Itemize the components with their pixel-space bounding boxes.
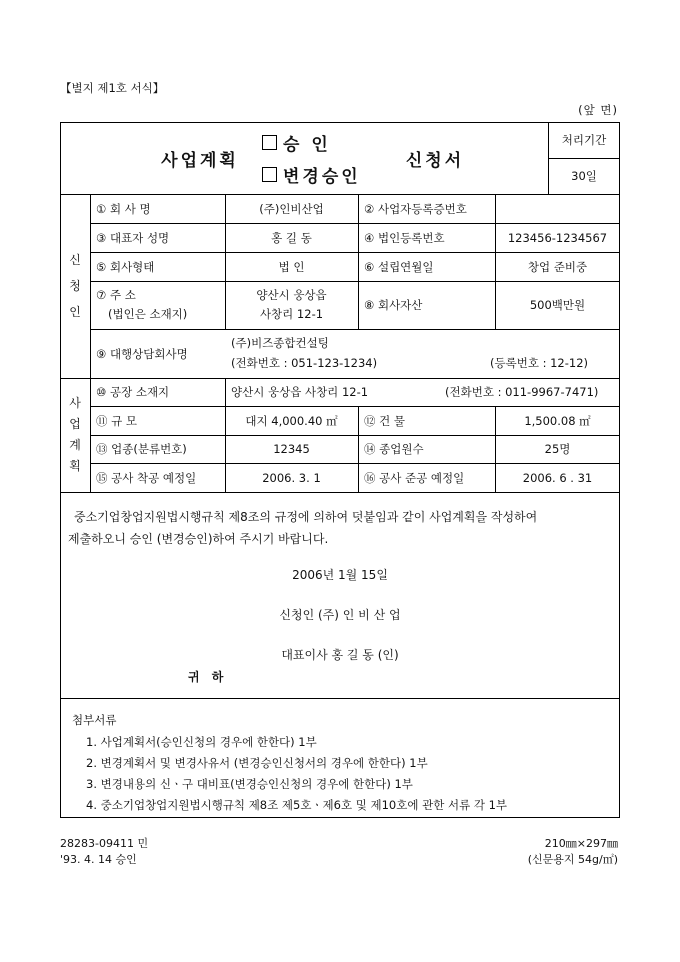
scale-value: 대지 4,000.40 ㎡ [245,413,338,428]
statement-line1: 중소기업창업지원법시행규칙 제8조의 규정에 의하여 덧붙임과 같이 사업계획을 작성하여 [74,510,538,524]
address-label [90,281,225,329]
address-label-line1: ⑦ 주 소 [96,288,136,302]
plan-section-char: 계 [69,438,81,452]
address-value-line2: 사창리 12-1 [259,307,324,321]
end-date-label: ⑯ 공사 준공 예정일 [364,470,465,485]
address-value-line1: 양산시 웅상읍 [256,288,327,302]
attachment-item: 1. 사업계획서(승인신청의 경우에 한한다) 1부 [86,735,317,749]
applicant-section-char: 청 [69,279,81,293]
title-option-change [262,160,392,188]
plan-section-label [60,378,90,492]
corp-reg-label: ④ 법인등록번호 [364,230,445,245]
applicant-section-label [60,194,90,378]
company-type-label: ⑤ 회사형태 [96,259,155,274]
business-reg-label: ② 사업자등록증번호 [364,201,467,216]
change-approval-checkbox[interactable] [262,167,277,182]
attachment-item: 2. 변경계획서 및 변경사유서 (변경승인신청서의 경우에 한한다) 1부 [86,756,428,770]
est-date-value: 창업 준비중 [527,259,588,274]
rep-name-value: 홍 길 동 [271,230,312,245]
assets-value: 500백만원 [529,298,586,312]
form-label: 【별지 제1호 서식】 [60,81,165,95]
plan-section-char: 사 [69,396,81,410]
title-option-approval-label: 승 인 [283,134,331,155]
address-label-line2: (법인은 소재지) [108,307,188,321]
title-option-change-label: 변경승인 [283,166,361,187]
factory-value: 양산시 웅상읍 사창리 12-1 [231,385,369,399]
footer-paper-type: (신문용지 54g/㎡) [527,853,618,866]
page-side-label: (앞 면) [578,103,618,117]
factory-label: ⑩ 공장 소재지 [96,385,170,399]
employees-value: 25명 [544,442,571,456]
statement-addressee: 귀 하 [188,670,228,684]
footer-approval-date: '93. 4. 14 승인 [60,853,137,866]
end-date-value: 2006. 6 . 31 [522,470,593,485]
start-date-label: ⑮ 공사 착공 예정일 [96,470,197,485]
applicant-section-char: 신 [69,253,81,267]
attachments-title: 첨부서류 [72,713,117,727]
footer-form-number: 28283-09411 민 [60,837,149,850]
agent-registration: (등록번호 : 12-12) [490,356,589,370]
address-value [225,281,358,329]
statement-representative: 대표이사 홍 길 동 (인) [281,648,399,662]
title-right: 신청서 [405,150,465,171]
industry-label: ⑬ 업종(분류번호) [96,442,187,456]
statement-date: 2006년 1월 15일 [292,568,388,582]
building-value: 1,500.08 ㎡ [524,413,591,428]
title-option-approval [262,128,392,156]
divider [60,492,620,493]
industry-value: 12345 [273,442,310,456]
approval-checkbox[interactable] [262,135,277,150]
scale-label: ⑪ 규 모 [96,413,138,428]
company-name-label: ① 회 사 명 [96,201,151,216]
attachment-item: 3. 변경내용의 신ㆍ구 대비표(변경승인신청의 경우에 한한다) 1부 [86,777,413,791]
divider [60,698,620,699]
rep-name-label: ③ 대표자 성명 [96,230,170,245]
agent-label: ⑨ 대행상담회사명 [96,346,188,361]
corp-reg-value: 123456-1234567 [507,230,608,245]
plan-section-char: 획 [69,459,81,473]
start-date-value: 2006. 3. 1 [262,470,321,485]
agent-phone: (전화번호 : 051-123-1234) [231,356,378,370]
company-name-value: (주)인비산업 [259,201,324,216]
employees-label: ⑭ 종업원수 [364,442,424,456]
plan-section-char: 업 [69,417,81,431]
building-label: ⑫ 건 물 [364,413,406,428]
footer-paper-size: 210㎜×297㎜ [544,837,618,850]
processing-period-value: 30일 [571,169,597,183]
statement-applicant: 신청인 (주) 인 비 산 업 [279,608,401,622]
est-date-label: ⑥ 설립연월일 [364,259,434,274]
title-left: 사업계획 [161,150,239,171]
assets-label: ⑧ 회사자산 [364,298,423,312]
statement-line2: 제출하오니 승인 (변경승인)하여 주시기 바랍니다. [68,532,329,546]
factory-phone: (전화번호 : 011-9967-7471) [445,385,599,399]
applicant-section-char: 인 [69,305,81,319]
company-type-value: 법 인 [278,259,305,274]
agent-company: (주)비즈종합컨설팅 [231,336,329,350]
attachment-item: 4. 중소기업창업지원법시행규칙 제8조 제5호ㆍ제6호 및 제10호에 관한 서류 각 1부 [86,798,508,812]
processing-period-label: 처리기간 [561,133,607,147]
business-reg-value[interactable] [495,194,620,223]
